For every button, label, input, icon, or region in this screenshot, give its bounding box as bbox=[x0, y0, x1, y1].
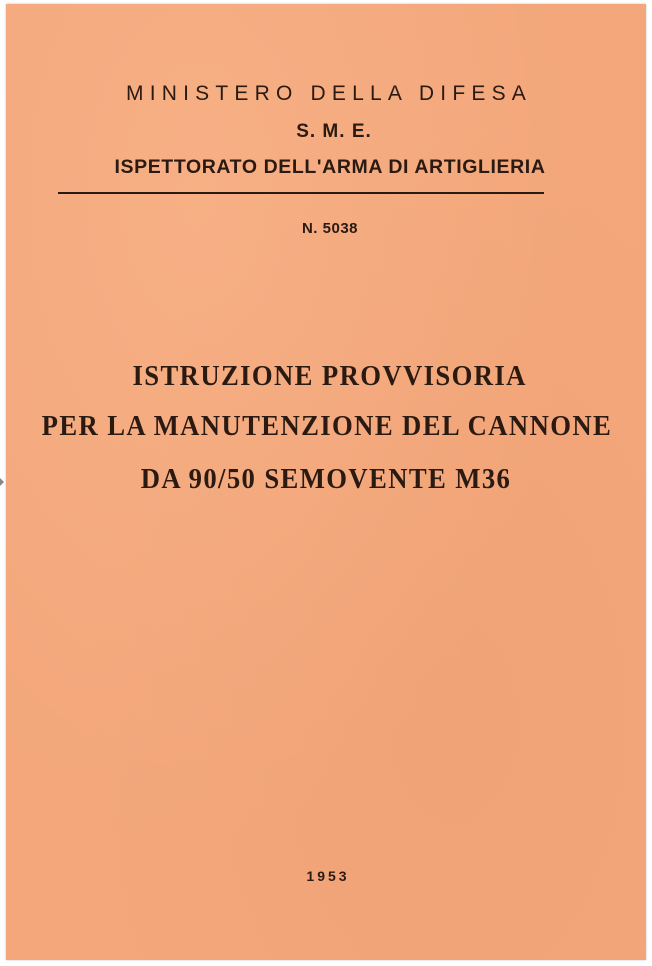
publication-year: 1953 bbox=[306, 868, 350, 884]
title-line-3: DA 90/50 SEMOVENTE M36 bbox=[140, 463, 512, 495]
header-divider bbox=[58, 192, 544, 194]
document-cover bbox=[6, 4, 646, 960]
ministry-heading: MINISTERO DELLA DIFESA bbox=[126, 82, 532, 105]
page-edge-marker bbox=[0, 478, 4, 486]
title-line-1: ISTRUZIONE PROVVISORIA bbox=[132, 360, 527, 392]
sme-heading: S. M. E. bbox=[296, 121, 372, 142]
document-number: N. 5038 bbox=[301, 220, 359, 237]
title-line-2: PER LA MANUTENZIONE DEL CANNONE bbox=[41, 410, 613, 442]
inspectorate-heading: ISPETTORATO DELL'ARMA DI ARTIGLIERIA bbox=[114, 156, 546, 178]
